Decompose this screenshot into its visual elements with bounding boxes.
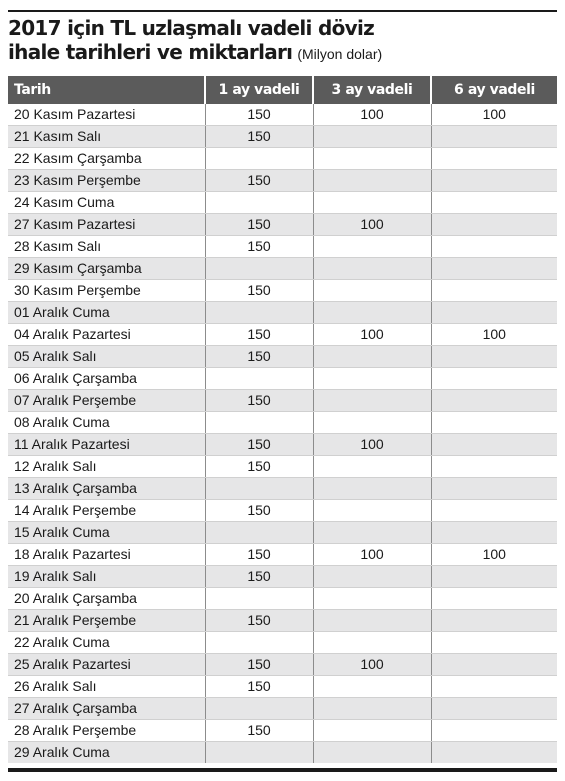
- cell-date: 08 Aralık Cuma: [8, 412, 205, 434]
- cell-3-month: 100: [313, 434, 431, 456]
- cell-1-month: 150: [205, 170, 313, 192]
- cell-6-month: [431, 742, 557, 764]
- page-title: [8, 16, 557, 66]
- table-row: [8, 324, 557, 346]
- table-row: [8, 610, 557, 632]
- cell-3-month: [313, 346, 431, 368]
- table-row: [8, 104, 557, 126]
- table-row: [8, 192, 557, 214]
- cell-1-month: 150: [205, 390, 313, 412]
- cell-6-month: [431, 522, 557, 544]
- table-row: [8, 588, 557, 610]
- cell-3-month: [313, 522, 431, 544]
- cell-3-month: [313, 632, 431, 654]
- cell-6-month: [431, 280, 557, 302]
- title-line-1: 2017 için TL uzlaşmalı vadeli döviz: [8, 16, 375, 40]
- cell-3-month: [313, 368, 431, 390]
- auction-table: [8, 76, 557, 763]
- table-row: [8, 148, 557, 170]
- cell-date: 07 Aralık Perşembe: [8, 390, 205, 412]
- header-1-month: 1 ay vadeli: [205, 76, 313, 104]
- cell-date: 26 Aralık Salı: [8, 676, 205, 698]
- cell-1-month: 150: [205, 214, 313, 236]
- cell-6-month: 100: [431, 104, 557, 126]
- header-3-month: 3 ay vadeli: [313, 76, 431, 104]
- cell-6-month: [431, 456, 557, 478]
- cell-3-month: [313, 588, 431, 610]
- cell-6-month: [431, 148, 557, 170]
- cell-date: 11 Aralık Pazartesi: [8, 434, 205, 456]
- cell-6-month: [431, 126, 557, 148]
- cell-6-month: [431, 192, 557, 214]
- cell-6-month: [431, 698, 557, 720]
- title-line-2-text: ihale tarihleri ve miktarları: [8, 40, 293, 64]
- table-row: [8, 126, 557, 148]
- cell-1-month: 150: [205, 566, 313, 588]
- cell-date: 06 Aralık Çarşamba: [8, 368, 205, 390]
- cell-date: 21 Kasım Salı: [8, 126, 205, 148]
- cell-6-month: [431, 346, 557, 368]
- cell-3-month: [313, 412, 431, 434]
- cell-3-month: [313, 236, 431, 258]
- cell-1-month: [205, 368, 313, 390]
- cell-3-month: [313, 478, 431, 500]
- cell-1-month: 150: [205, 346, 313, 368]
- table-row: [8, 434, 557, 456]
- table-row: [8, 698, 557, 720]
- table-row: [8, 456, 557, 478]
- cell-6-month: 100: [431, 324, 557, 346]
- cell-3-month: [313, 698, 431, 720]
- cell-date: 29 Kasım Çarşamba: [8, 258, 205, 280]
- cell-3-month: 100: [313, 654, 431, 676]
- cell-6-month: [431, 434, 557, 456]
- cell-1-month: [205, 302, 313, 324]
- cell-3-month: [313, 258, 431, 280]
- cell-3-month: [313, 676, 431, 698]
- cell-6-month: [431, 214, 557, 236]
- cell-3-month: [313, 566, 431, 588]
- cell-date: 20 Aralık Çarşamba: [8, 588, 205, 610]
- table-row: [8, 390, 557, 412]
- table-row: [8, 566, 557, 588]
- cell-6-month: [431, 236, 557, 258]
- cell-date: 22 Aralık Cuma: [8, 632, 205, 654]
- cell-1-month: 150: [205, 676, 313, 698]
- cell-1-month: 150: [205, 544, 313, 566]
- cell-date: 12 Aralık Salı: [8, 456, 205, 478]
- cell-date: 13 Aralık Çarşamba: [8, 478, 205, 500]
- table-row: [8, 676, 557, 698]
- cell-1-month: 150: [205, 126, 313, 148]
- cell-3-month: [313, 148, 431, 170]
- cell-1-month: [205, 632, 313, 654]
- cell-date: 04 Aralık Pazartesi: [8, 324, 205, 346]
- table-row: [8, 412, 557, 434]
- cell-6-month: [431, 258, 557, 280]
- cell-1-month: [205, 258, 313, 280]
- cell-1-month: [205, 698, 313, 720]
- cell-date: 01 Aralık Cuma: [8, 302, 205, 324]
- cell-3-month: [313, 280, 431, 302]
- cell-date: 20 Kasım Pazartesi: [8, 104, 205, 126]
- cell-date: 21 Aralık Perşembe: [8, 610, 205, 632]
- table-row: [8, 742, 557, 764]
- cell-6-month: [431, 478, 557, 500]
- header-date: Tarih: [8, 76, 205, 104]
- table-row: [8, 632, 557, 654]
- table-row: [8, 258, 557, 280]
- cell-1-month: 150: [205, 456, 313, 478]
- table-row: [8, 720, 557, 742]
- cell-3-month: [313, 126, 431, 148]
- cell-6-month: [431, 302, 557, 324]
- cell-1-month: 150: [205, 434, 313, 456]
- bottom-rule: [8, 768, 557, 772]
- cell-date: 19 Aralık Salı: [8, 566, 205, 588]
- cell-3-month: 100: [313, 544, 431, 566]
- cell-6-month: [431, 170, 557, 192]
- table-row: [8, 346, 557, 368]
- cell-6-month: [431, 500, 557, 522]
- cell-date: 05 Aralık Salı: [8, 346, 205, 368]
- cell-6-month: [431, 368, 557, 390]
- cell-date: 29 Aralık Cuma: [8, 742, 205, 764]
- cell-6-month: [431, 588, 557, 610]
- cell-6-month: [431, 720, 557, 742]
- cell-3-month: [313, 742, 431, 764]
- cell-date: 30 Kasım Perşembe: [8, 280, 205, 302]
- title-line-2: [8, 40, 557, 66]
- cell-3-month: 100: [313, 214, 431, 236]
- cell-1-month: 150: [205, 324, 313, 346]
- cell-6-month: [431, 566, 557, 588]
- cell-date: 18 Aralık Pazartesi: [8, 544, 205, 566]
- cell-6-month: 100: [431, 544, 557, 566]
- cell-3-month: [313, 390, 431, 412]
- cell-date: 28 Aralık Perşembe: [8, 720, 205, 742]
- cell-1-month: [205, 478, 313, 500]
- cell-3-month: [313, 302, 431, 324]
- table-row: [8, 478, 557, 500]
- cell-date: 14 Aralık Perşembe: [8, 500, 205, 522]
- cell-1-month: [205, 588, 313, 610]
- table-row: [8, 544, 557, 566]
- table-row: [8, 302, 557, 324]
- cell-3-month: [313, 456, 431, 478]
- cell-1-month: [205, 412, 313, 434]
- cell-3-month: [313, 170, 431, 192]
- table-row: [8, 368, 557, 390]
- cell-3-month: 100: [313, 104, 431, 126]
- cell-1-month: 150: [205, 104, 313, 126]
- cell-1-month: [205, 522, 313, 544]
- cell-6-month: [431, 390, 557, 412]
- cell-date: 22 Kasım Çarşamba: [8, 148, 205, 170]
- cell-6-month: [431, 654, 557, 676]
- cell-date: 27 Kasım Pazartesi: [8, 214, 205, 236]
- cell-1-month: [205, 192, 313, 214]
- cell-date: 15 Aralık Cuma: [8, 522, 205, 544]
- cell-1-month: 150: [205, 236, 313, 258]
- table-header-row: [8, 76, 557, 104]
- table-row: [8, 522, 557, 544]
- cell-date: 23 Kasım Perşembe: [8, 170, 205, 192]
- cell-3-month: [313, 720, 431, 742]
- cell-1-month: 150: [205, 654, 313, 676]
- cell-3-month: 100: [313, 324, 431, 346]
- table-row: [8, 654, 557, 676]
- cell-1-month: [205, 148, 313, 170]
- title-unit: (Milyon dolar): [297, 46, 383, 62]
- cell-6-month: [431, 412, 557, 434]
- cell-1-month: 150: [205, 280, 313, 302]
- cell-1-month: [205, 742, 313, 764]
- header-6-month: 6 ay vadeli: [431, 76, 557, 104]
- cell-date: 27 Aralık Çarşamba: [8, 698, 205, 720]
- cell-date: 28 Kasım Salı: [8, 236, 205, 258]
- table-row: [8, 214, 557, 236]
- table-row: [8, 170, 557, 192]
- cell-1-month: 150: [205, 610, 313, 632]
- cell-6-month: [431, 632, 557, 654]
- cell-date: 24 Kasım Cuma: [8, 192, 205, 214]
- cell-3-month: [313, 610, 431, 632]
- cell-6-month: [431, 676, 557, 698]
- cell-1-month: 150: [205, 500, 313, 522]
- table-row: [8, 236, 557, 258]
- table-row: [8, 280, 557, 302]
- cell-1-month: 150: [205, 720, 313, 742]
- cell-3-month: [313, 192, 431, 214]
- cell-date: 25 Aralık Pazartesi: [8, 654, 205, 676]
- table-body: [8, 104, 557, 763]
- top-rule: [8, 10, 557, 12]
- table-row: [8, 500, 557, 522]
- cell-6-month: [431, 610, 557, 632]
- cell-3-month: [313, 500, 431, 522]
